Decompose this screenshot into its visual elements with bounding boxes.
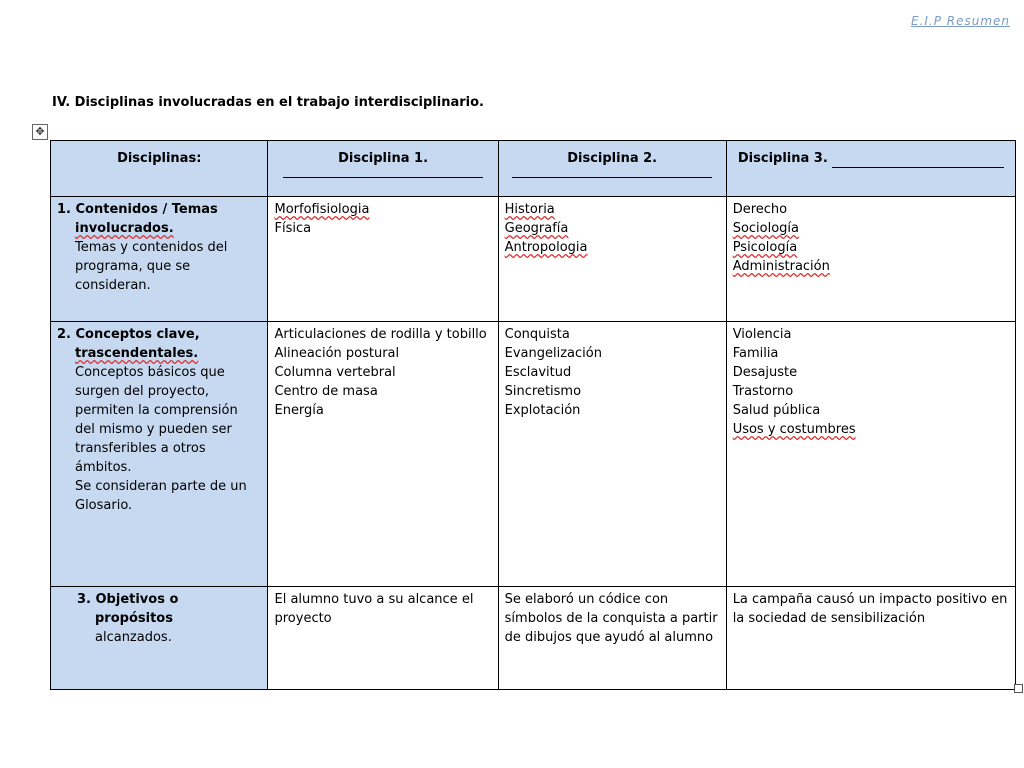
disciplines-table [50, 140, 1016, 690]
cell-text: La campaña causó un impacto positivo en la sociedad de sensibilización [732, 592, 1008, 626]
table-row-contenidos [51, 197, 1016, 322]
table-row-objetivos [51, 587, 1016, 690]
list-item: Derecho [732, 202, 788, 217]
cell-text: Se elaboró un códice con símbolos de la conquista a partir de dibujos que ayudó al alumno [504, 592, 718, 645]
header-cell-disciplina-2[interactable] [498, 141, 726, 197]
cell-text: El alumno tuvo a su alcance el proyecto [274, 592, 474, 626]
row-head-contenidos[interactable] [51, 197, 268, 322]
row-head-title: 1. Contenidos / Temas [57, 202, 218, 217]
row-head-description: alcanzados. [95, 630, 172, 645]
blank-line [283, 176, 483, 178]
list-item: Energía [274, 403, 324, 418]
list-item: Violencia [732, 327, 792, 342]
header-right-label: E.I.P Resumen [910, 14, 1010, 28]
list-item: Usos y costumbres [732, 422, 856, 437]
table-row-conceptos [51, 322, 1016, 587]
blank-line [512, 176, 712, 178]
section-title: IV. Disciplinas involucradas en el trabajo interdisciplinario. [52, 95, 484, 110]
list-item: Psicología [732, 240, 798, 255]
table-resize-handle-icon[interactable] [1014, 684, 1023, 693]
cell-contenidos-disciplina-1[interactable] [268, 197, 498, 322]
list-item: Centro de masa [274, 384, 378, 399]
cell-conceptos-disciplina-2[interactable] [498, 322, 726, 587]
header-cell-disciplinas[interactable] [51, 141, 268, 197]
list-item: Explotación [504, 403, 581, 418]
cell-contenidos-disciplina-3[interactable] [726, 197, 1015, 322]
list-item: Antropologia [504, 240, 588, 255]
list-item: Familia [732, 346, 779, 361]
list-item: Esclavitud [504, 365, 572, 380]
list-item: Alineación postural [274, 346, 400, 361]
list-item: Trastorno [732, 384, 794, 399]
list-item: Historia [504, 202, 555, 217]
row-head-description: Conceptos básicos que surgen del proyecto, permiten la comprensión del mismo y pueden ser transferibles a otros ámbitos. [75, 365, 238, 475]
row-head-description: Temas y contenidos del programa, que se consideran. [75, 240, 228, 293]
header-label-disciplina-3: Disciplina 3. [737, 151, 828, 166]
cell-objetivos-disciplina-1[interactable] [268, 587, 498, 690]
header-label-disciplina-2: Disciplina 2. [567, 151, 658, 166]
header-label-disciplina-1: Disciplina 1. [338, 151, 429, 166]
list-item: Administración [732, 259, 830, 274]
header-cell-disciplina-3[interactable] [726, 141, 1015, 197]
blank-line [832, 155, 1004, 168]
cell-objetivos-disciplina-2[interactable] [498, 587, 726, 690]
row-head-description-2: Se consideran parte de un Glosario. [75, 479, 247, 513]
row-head-conceptos[interactable] [51, 322, 268, 587]
list-item: Evangelización [504, 346, 602, 361]
cell-contenidos-disciplina-2[interactable] [498, 197, 726, 322]
cell-conceptos-disciplina-3[interactable] [726, 322, 1015, 587]
list-item: Columna vertebral [274, 365, 396, 380]
row-head-subtitle: propósitos [95, 611, 173, 626]
list-item: Geografía [504, 221, 569, 236]
table-header-row [51, 141, 1016, 197]
row-head-subtitle: trascendentales. [75, 346, 199, 361]
list-item: Conquista [504, 327, 570, 342]
cell-conceptos-disciplina-1[interactable] [268, 322, 498, 587]
row-head-objetivos[interactable] [51, 587, 268, 690]
list-item: Articulaciones de rodilla y tobillo [274, 327, 487, 342]
row-head-title: 2. Conceptos clave, [57, 327, 200, 342]
table-move-handle-icon[interactable]: ✥ [32, 124, 48, 140]
row-head-subtitle: involucrados. [75, 221, 174, 236]
list-item: Sincretismo [504, 384, 582, 399]
cell-objetivos-disciplina-3[interactable] [726, 587, 1015, 690]
list-item: Salud pública [732, 403, 821, 418]
list-item: Morfofisiologia [274, 202, 370, 217]
row-head-title: 3. Objetivos o [77, 592, 179, 607]
header-label-disciplinas: Disciplinas: [117, 151, 202, 166]
list-item: Sociología [732, 221, 800, 236]
list-item: Física [274, 221, 312, 236]
header-cell-disciplina-1[interactable] [268, 141, 498, 197]
list-item: Desajuste [732, 365, 798, 380]
